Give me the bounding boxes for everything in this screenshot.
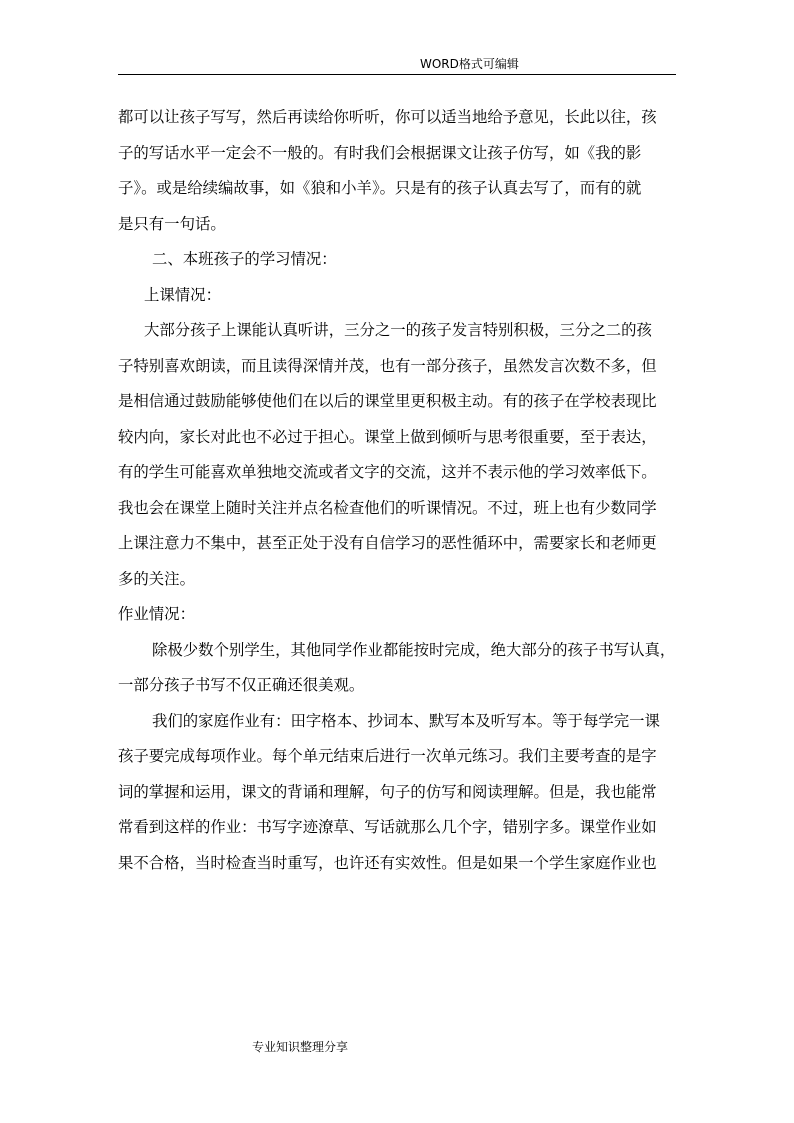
text-line: 较内向，家长对此也不必过于担心。课堂上做到倾听与思考很重要，至于表达， [118,427,657,446]
text-line: 一部分孩子书写不仅正确还很美观。 [118,676,365,694]
text-line: 是相信通过鼓励能够使他们在以后的课堂里更积极主动。有的孩子在学校表现比 [118,392,657,410]
text-line: 是只有一句话。 [118,214,226,233]
header-text: WORD格式可编辑 [420,57,519,71]
text-line: 有的学生可能喜欢单独地交流或者文字的交流，这并不表示他的学习效率低下。 [118,463,657,481]
text-line: 除极少数个别学生，其他同学作业都能按时完成，绝大部分的孩子书写认真， [152,640,676,659]
text-line: 子的写话水平一定会不一般的。有时我们会根据课文让孩子仿写，如《我的影 [118,143,642,162]
page-header [118,56,676,75]
text-line: 都可以让孩子写写，然后再读给你听听，你可以适当地给予意见，长此以往，孩 [118,108,657,126]
text-line: 多的关注。 [118,569,195,588]
text-line: 常看到这样的作业：书写字迹潦草、写话就那么几个字，错别字多。课堂作业如 [118,818,657,836]
page-footer: 专业知识整理分享 [252,1040,349,1054]
text-line: 子》。或是给续编故事，如《狼和小羊》。只是有的孩子认真去写了，而有的就 [118,179,642,197]
text-line: 我也会在课堂上随时关注并点名检查他们的听课情况。不过，班上也有少数同学 [118,498,657,517]
text-line: 果不合格，当时检查当时重写，也许还有实效性。但是如果一个学生家庭作业也 [118,853,657,872]
text-line: 二、本班孩子的学习情况： [152,250,337,268]
text-line: 子特别喜欢朗读，而且读得深情并茂，也有一部分孩子，虽然发言次数不多，但 [118,356,657,375]
text-line: 大部分孩子上课能认真听讲，三分之一的孩子发言特别积极，三分之二的孩 [144,321,652,339]
text-line: 作业情况： [118,605,195,623]
text-line: 词的掌握和运用，课文的背诵和理解，句子的仿写和阅读理解。但是，我也能常 [118,782,657,801]
document-body [118,100,676,881]
text-line: 上课情况： [144,285,221,304]
text-line: 上课注意力不集中，甚至正处于没有自信学习的恶性循环中，需要家长和老师更 [118,534,657,552]
text-line: 孩子要完成每项作业。每个单元结束后进行一次单元练习。我们主要考查的是字 [118,747,657,765]
text-line: 我们的家庭作业有：田字格本、抄词本、默写本及听写本。等于每学完一课 [152,711,660,730]
